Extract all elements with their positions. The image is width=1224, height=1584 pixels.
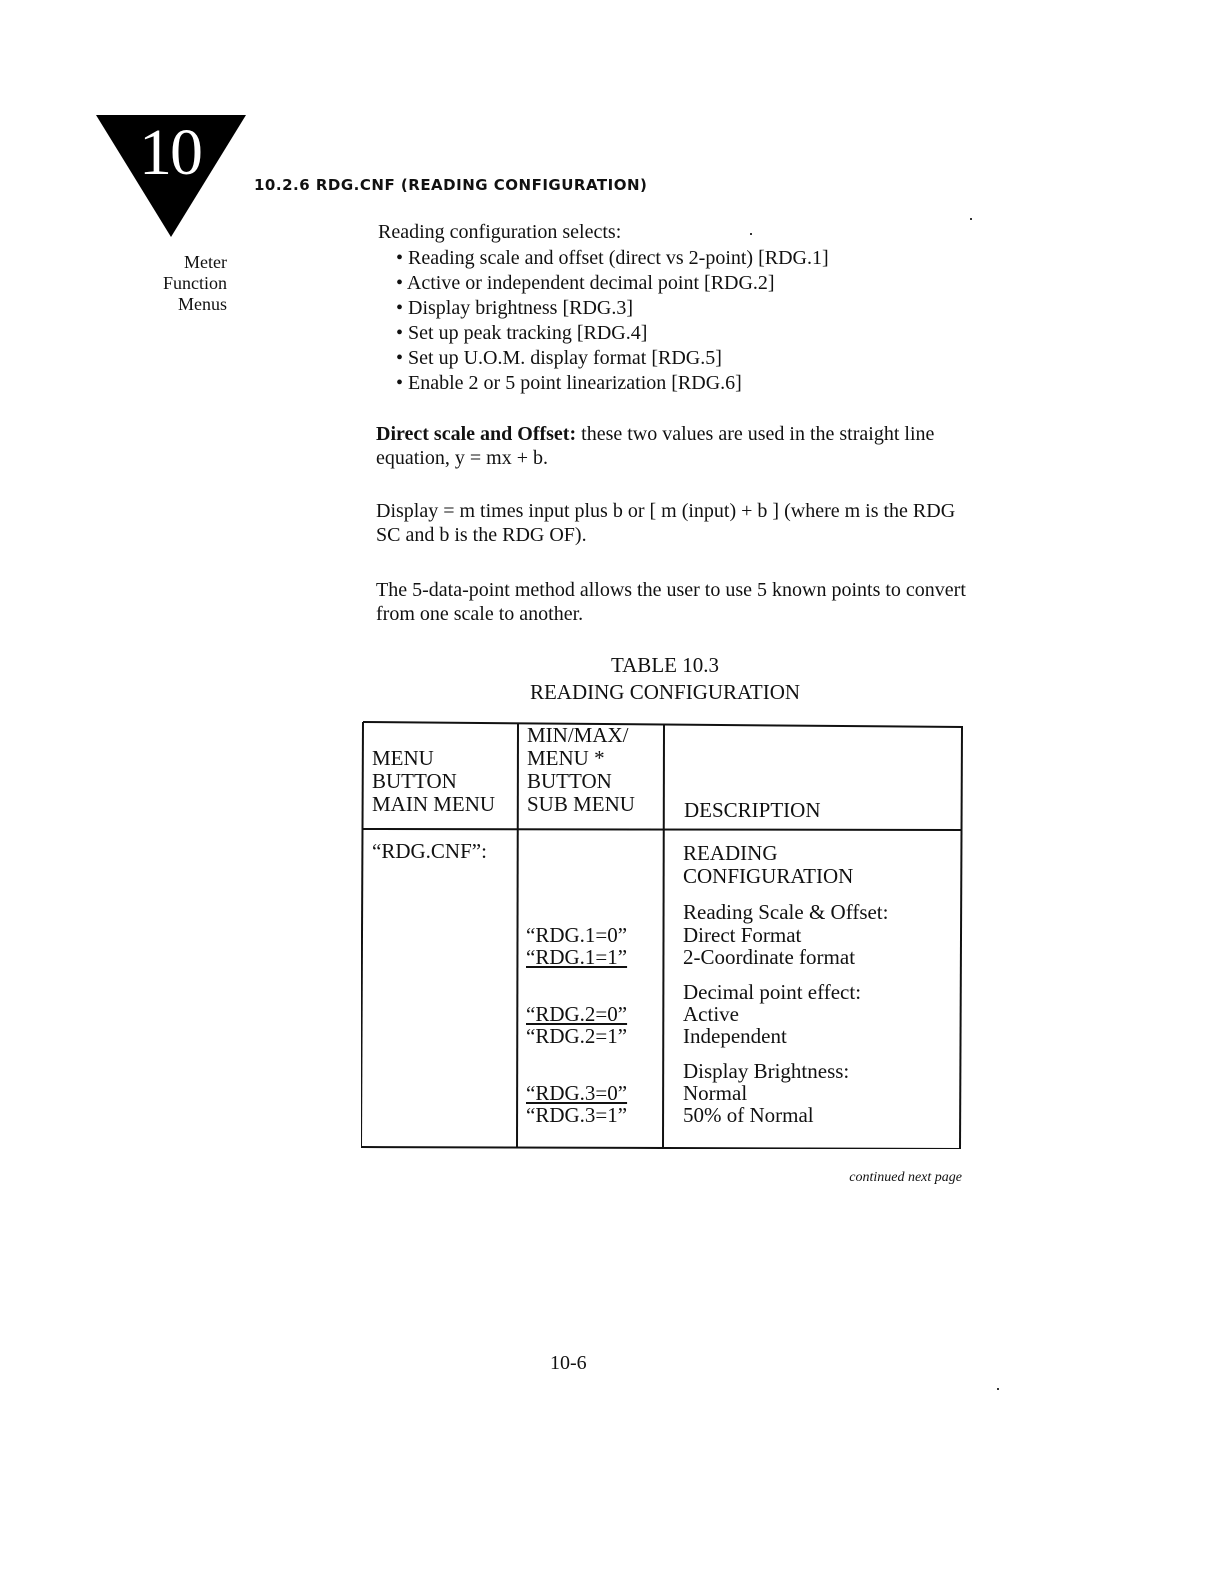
direct-scale-label: Direct scale and Offset: <box>376 423 577 445</box>
option-description: Active <box>683 1002 739 1026</box>
list-item: • Active or independent decimal point [RDG.2] <box>396 271 829 296</box>
column-header-main-menu <box>372 747 495 816</box>
description-title-line: CONFIGURATION <box>683 864 854 888</box>
option-code-default: “RDG.1=1” <box>526 945 628 969</box>
header-line: MAIN MENU <box>372 792 496 816</box>
header-line: BUTTON <box>372 769 457 793</box>
column-header-description: DESCRIPTION <box>684 798 821 822</box>
option-code: “RDG.1=0” <box>526 923 628 947</box>
chapter-number: 10 <box>139 116 201 189</box>
column-header-sub-menu <box>527 724 635 816</box>
table-title: READING CONFIGURATION <box>529 680 801 704</box>
header-line: MENU <box>372 746 434 770</box>
scan-speck <box>970 218 972 220</box>
option-description: Direct Format <box>683 923 802 947</box>
page-number: 10-6 <box>550 1352 587 1374</box>
intro-text: Reading configuration selects: <box>378 221 622 243</box>
main-menu-value: “RDG.CNF”: <box>372 839 487 863</box>
group-decimal-point-title: Decimal point effect: <box>683 980 862 1004</box>
direct-scale-text: these two values are used in the straight line equation, y = mx + b. <box>376 423 935 469</box>
description-title-line: READING <box>683 841 778 865</box>
header-line: SUB MENU <box>527 792 635 816</box>
option-description: 50% of Normal <box>683 1103 814 1127</box>
paragraph-display-formula: Display = m times input plus b or [ m (input) + b ] (where m is the RDG SC and b is the RDG OF). <box>376 500 956 546</box>
group-reading-scale-title: Reading Scale & Offset: <box>683 900 889 924</box>
scan-speck <box>750 233 752 235</box>
description-title <box>683 842 853 888</box>
list-item: • Reading scale and offset (direct vs 2-point) [RDG.1] <box>396 246 829 271</box>
list-item: • Set up peak tracking [RDG.4] <box>396 321 829 346</box>
side-title <box>120 252 227 315</box>
option-description: Normal <box>683 1081 748 1105</box>
option-code: “RDG.3=1” <box>526 1103 628 1127</box>
list-item: • Set up U.O.M. display format [RDG.5] <box>396 346 829 371</box>
scan-speck <box>997 1388 999 1390</box>
side-title-line: Meter <box>184 252 227 272</box>
paragraph-direct-scale <box>376 422 966 470</box>
header-line: MENU * <box>527 746 605 770</box>
header-line: MIN/MAX/ <box>527 723 629 747</box>
option-description: 2-Coordinate format <box>683 945 856 969</box>
table-number: TABLE 10.3 <box>611 653 719 677</box>
side-title-line: Menus <box>178 294 227 314</box>
option-description: Independent <box>683 1024 787 1048</box>
continued-note: continued next page <box>849 1170 962 1185</box>
list-item: • Enable 2 or 5 point linearization [RDG.6] <box>396 371 829 396</box>
paragraph-five-point: The 5-data-point method allows the user to use 5 known points to convert from one scale to another. <box>376 579 966 625</box>
option-code-default: “RDG.2=0” <box>526 1002 628 1026</box>
option-code-default: “RDG.3=0” <box>526 1081 628 1105</box>
table-caption <box>440 652 890 706</box>
section-heading: 10.2.6 RDG.CNF (READING CONFIGURATION) <box>254 176 648 194</box>
header-line: BUTTON <box>527 769 612 793</box>
group-display-brightness-title: Display Brightness: <box>683 1059 850 1083</box>
side-title-line: Function <box>162 273 227 293</box>
list-item: • Display brightness [RDG.3] <box>396 296 829 321</box>
bullet-list <box>396 246 829 396</box>
option-code: “RDG.2=1” <box>526 1024 628 1048</box>
